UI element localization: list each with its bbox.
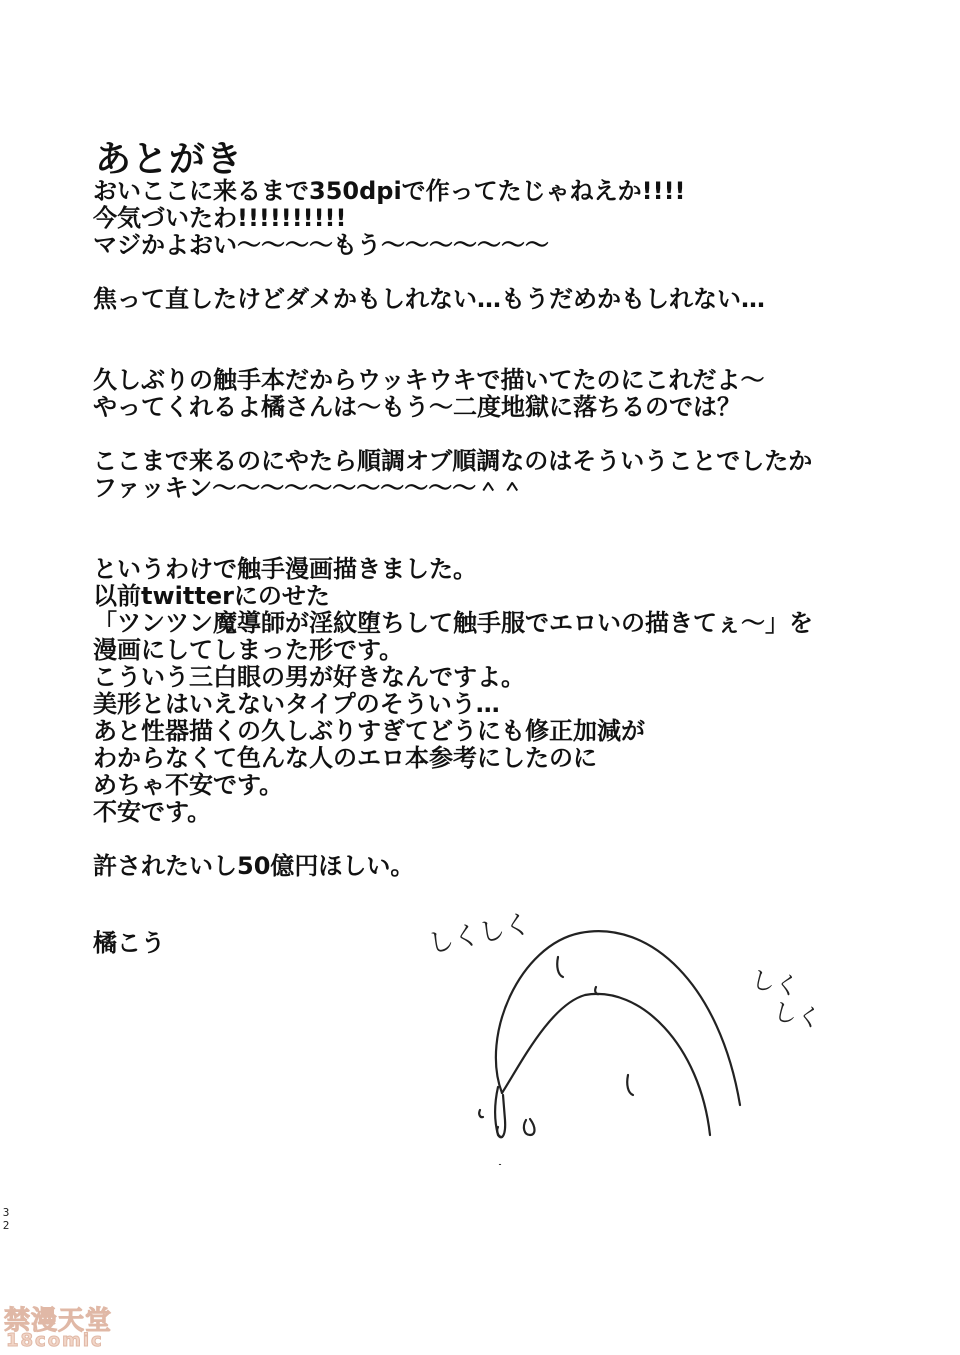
blank-line <box>93 502 893 529</box>
sfx-right-top: しく <box>748 965 802 1002</box>
sfx-right-bottom: しく <box>770 997 824 1034</box>
author-signature: 橘こう <box>93 929 165 957</box>
body-line: やってくれるよ橘さんは〜もう〜二度地獄に落ちるのでは？ <box>93 393 741 421</box>
body-line: 漫画にしてしまった形です。 <box>93 636 404 664</box>
blank-line <box>93 421 893 448</box>
page-number <box>0 1206 12 1232</box>
tear-mark <box>479 1110 483 1117</box>
body-line: おいここに来るまで350dpiで作ってたじゃねえか!!!! <box>93 177 686 205</box>
body-line: わからなくて色んな人のエロ本参考にしたのに <box>93 744 597 772</box>
crying-tentacle-illustration <box>410 905 830 1165</box>
page-number-digit: 2 <box>2 1219 10 1232</box>
body-line: こういう三白眼の男が好きなんですよ。 <box>93 663 525 691</box>
page-number-digit: 3 <box>2 1206 10 1219</box>
body-line: 美形とはいえないタイプのそういう… <box>93 690 500 718</box>
body-line: というわけで触手漫画描きました。 <box>93 555 477 583</box>
blank-line <box>93 340 893 367</box>
body-line: 許されたいし50億円ほしい。 <box>93 852 415 880</box>
body-line: ここまで来るのにやたら順調オブ順調なのはそういうことでしたか <box>93 447 813 475</box>
tentacle-outline <box>496 931 740 1105</box>
afterword-body <box>93 178 893 880</box>
body-line: 久しぶりの触手本だからウッキウキで描いてたのにこれだよ〜 <box>93 366 765 394</box>
tear-mark <box>497 1127 502 1137</box>
tear-mark <box>627 1075 633 1095</box>
drop-shape <box>524 1119 535 1135</box>
tear-mark <box>595 987 599 994</box>
body-line: 不安です。 <box>93 798 212 826</box>
body-line: あと性器描くの久しぶりすぎてどうにも修正加減が <box>93 717 645 745</box>
body-line: 焦って直したけどダメかもしれない…もうだめかもしれない… <box>93 285 765 313</box>
site-watermark <box>4 1300 124 1352</box>
tentacle-inner-outline <box>502 994 710 1135</box>
body-line: マジかよおい〜〜〜〜もう〜〜〜〜〜〜〜 <box>93 231 549 259</box>
blank-line <box>93 826 893 853</box>
body-line: 今気づいたわ!!!!!!!!!! <box>93 204 347 232</box>
body-line: めちゃ不安です。 <box>93 771 284 799</box>
tear-mark <box>557 957 563 977</box>
watermark-logo-text: 禁漫天堂 <box>4 1306 113 1336</box>
blank-line <box>93 259 893 286</box>
afterword-title: あとがき <box>95 139 244 180</box>
watermark-logo-subtext: 18comic <box>6 1330 104 1351</box>
body-line: ファッキン〜〜〜〜〜〜〜〜〜〜〜＾＾ <box>93 474 525 502</box>
sfx-left: しくしく <box>425 908 534 960</box>
blank-line <box>93 529 893 556</box>
blank-line <box>93 313 893 340</box>
body-line: 以前twitterにのせた <box>93 582 330 610</box>
body-line: 「ツンツン魔導師が淫紋堕ちして触手服でエロいの描きてぇ〜」を <box>93 609 813 637</box>
